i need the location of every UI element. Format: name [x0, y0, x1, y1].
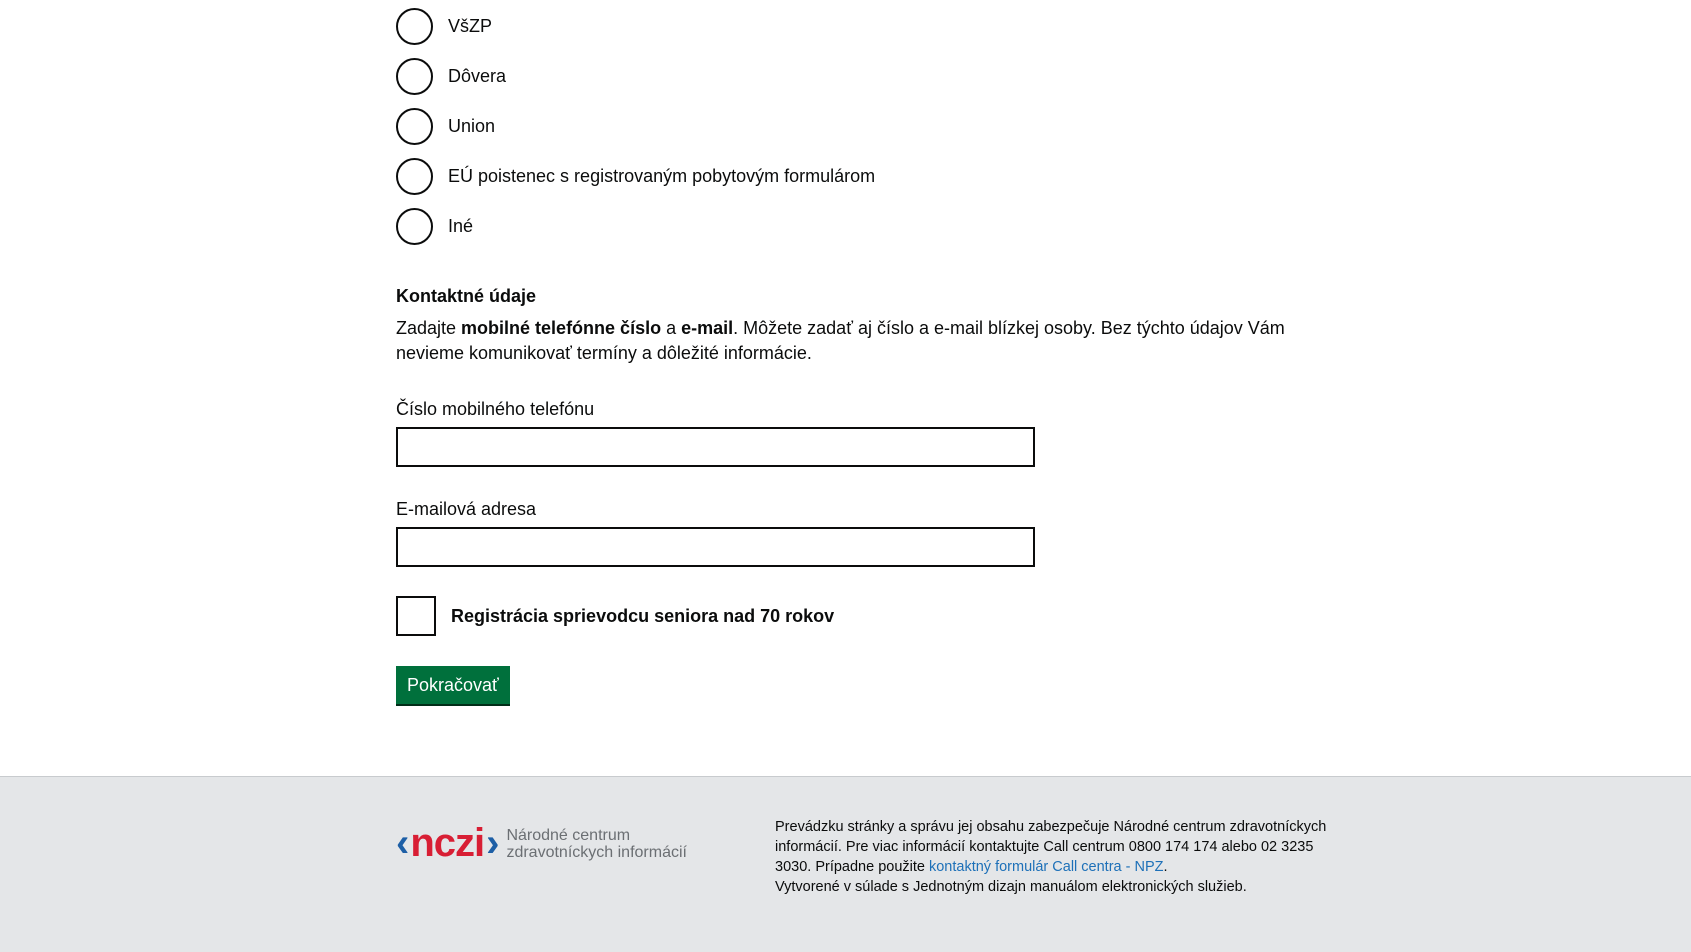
logo-mark [396, 821, 498, 866]
radio-button[interactable] [396, 208, 433, 245]
senior-companion-label: Registrácia sprievodcu seniora nad 70 rokov [451, 605, 835, 626]
footer [0, 776, 1691, 952]
email-label: E-mailová adresa [396, 499, 537, 519]
radio-option-ine[interactable] [396, 205, 473, 247]
radio-label: Union [448, 116, 496, 136]
radio-option-vszp[interactable] [396, 5, 492, 47]
continue-button[interactable]: Pokračovať [396, 666, 510, 706]
hint-bold-email: e-mail [681, 318, 734, 338]
contact-hint [396, 316, 1336, 366]
footer-design-note: Vytvorené v súlade s Jednotným dizajn manuálom elektronických služieb. [775, 879, 1247, 895]
radio-button[interactable] [396, 108, 433, 145]
senior-companion-checkbox-row[interactable] [396, 596, 834, 636]
radio-label: VšZP [448, 16, 493, 36]
contact-heading: Kontaktné údaje [396, 286, 537, 306]
chevron-left-icon: ‹ [396, 821, 409, 865]
radio-option-eu[interactable] [396, 155, 875, 197]
phone-label: Číslo mobilného telefónu [396, 399, 595, 419]
contact-form-link[interactable]: kontaktný formulár Call centra - NPZ [928, 859, 1164, 875]
nczi-logo [396, 821, 687, 866]
footer-text [775, 817, 1345, 897]
radio-option-dovera[interactable] [396, 55, 506, 97]
radio-button[interactable] [396, 158, 433, 195]
chevron-right-icon: › [486, 821, 499, 865]
hint-bold-phone: mobilné telefónne číslo [461, 318, 662, 338]
radio-button[interactable] [396, 8, 433, 45]
hint-text: . Môžete zadať aj číslo a e-mail blízkej osoby. Bez týchto údajov Vám nevieme komunikovať termíny a dôležité informácie. [396, 318, 1285, 363]
senior-companion-checkbox[interactable] [396, 596, 436, 636]
footer-text-after-link: . [1163, 859, 1168, 875]
radio-button[interactable] [396, 58, 433, 95]
footer-text-before-link: Prevádzku stránky a správu jej obsahu zabezpečuje Národné centrum zdravotníckych informácií. Pre viac informácií kontaktujte Call centrum 0800 174 174 alebo 02 3235 3030. Prípadne použite [775, 819, 1327, 875]
footer-paragraph [775, 817, 1345, 877]
email-input[interactable] [396, 527, 1035, 567]
logo-subtitle [506, 827, 687, 861]
radio-label: EÚ poistenec s registrovaným pobytovým formulárom [448, 166, 876, 186]
hint-text: Zadajte [396, 318, 462, 338]
hint-text: a [661, 318, 682, 338]
radio-option-union[interactable] [396, 105, 495, 147]
radio-label: Dôvera [448, 66, 507, 86]
logo-word: nczi [410, 821, 485, 865]
radio-label: Iné [448, 216, 474, 236]
logo-line-2: zdravotníckych informácií [506, 843, 687, 861]
phone-input[interactable] [396, 427, 1035, 467]
logo-line-1: Národné centrum [506, 826, 631, 844]
